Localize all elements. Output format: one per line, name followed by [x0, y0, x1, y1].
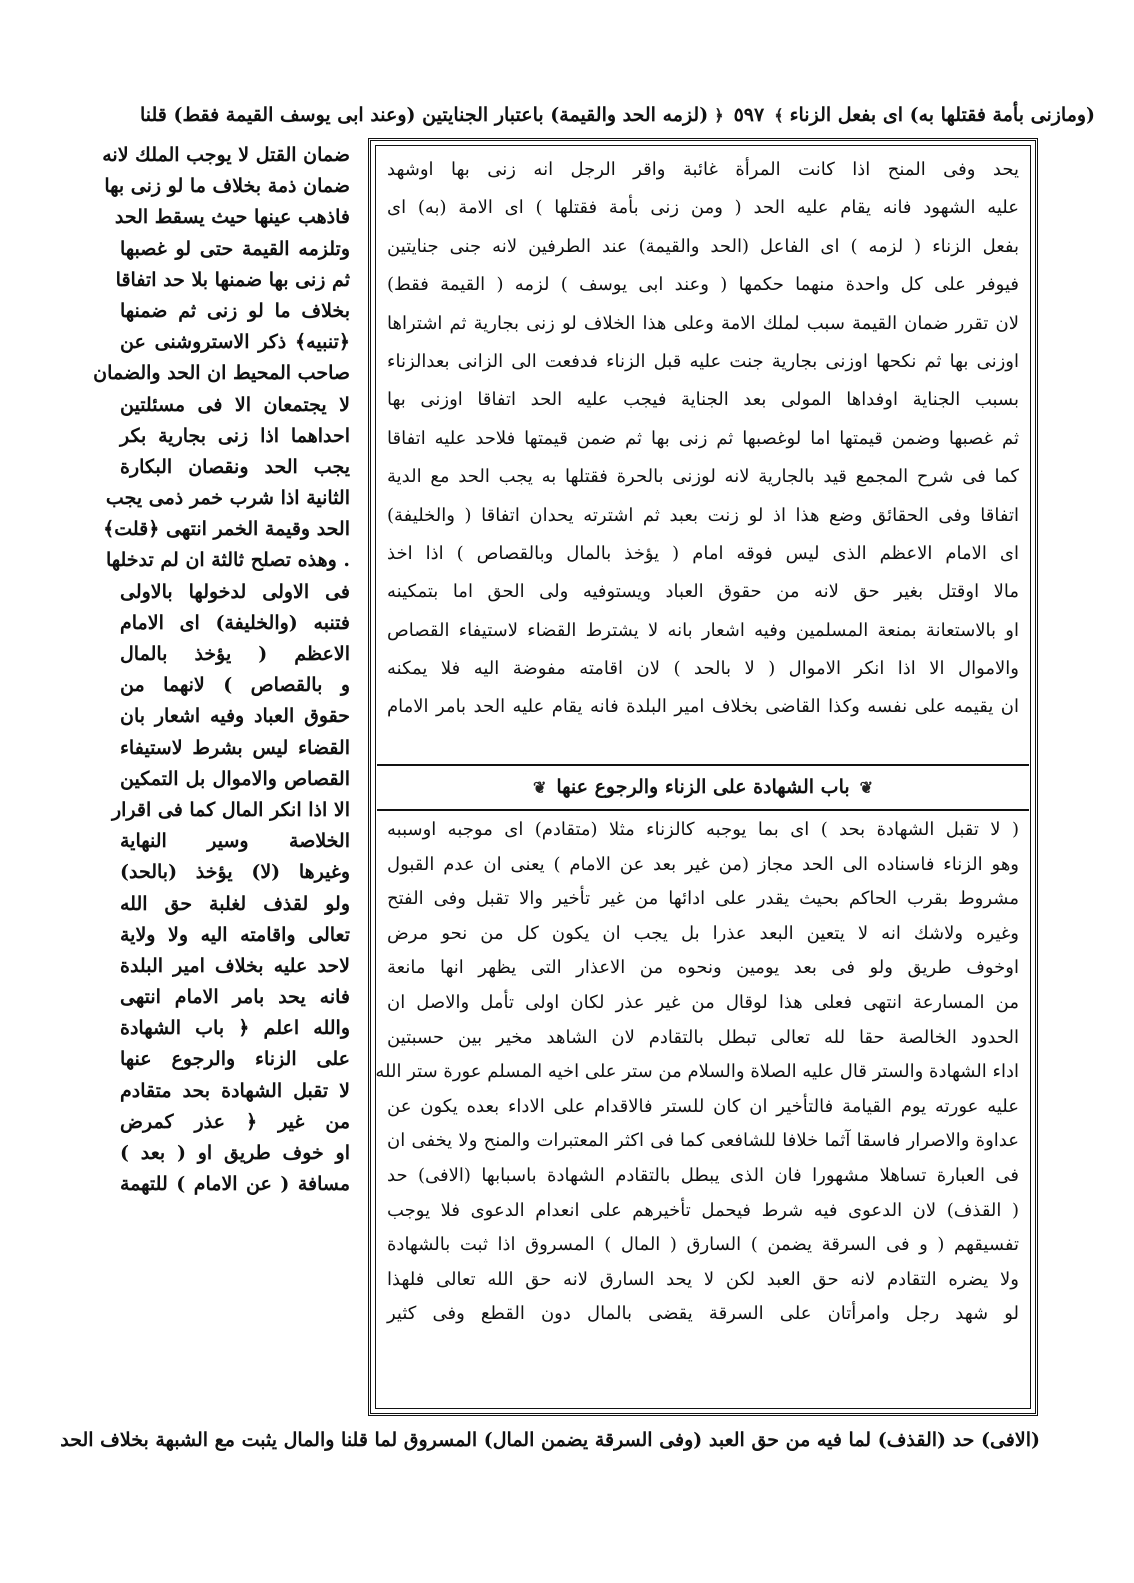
text-line: ( القذف) لان الدعوى فيه شرط فيحمل تأخيرهم على انعدام الدعوى فلا يوجب [387, 1199, 1019, 1221]
text-line: احداهما اذا زنى بجارية بكر [120, 424, 350, 447]
text-line: الاعظم ( يؤخذ بالمال [120, 643, 350, 665]
text-line: ضمان ذمة بخلاف ما لو زنى بها [104, 175, 350, 198]
text-line: فاذهب عينها حيث يسقط الحد [114, 206, 350, 229]
text-line: حقوق العباد وفيه اشعار بان [120, 705, 350, 728]
text-line: وغيرها (لا) يؤخذ (بالحد) [120, 861, 350, 884]
text-line: فيوفر على كل واحدة منهما حكمها ( وعند ابى يوسف ) لزمه ( القيمة فقط) [387, 274, 1019, 296]
text-line: وتلزمه القيمة حتى لو غصبها [120, 237, 350, 260]
text-line: لان تقرر ضمان القيمة سبب لملك الامة وعلى هذا الخلاف لو زنى بجارية ثم اشتراها [387, 312, 1019, 334]
text-line: ضمان القتل لا يوجب الملك لانه [102, 144, 350, 166]
main-lower-text [375, 813, 1019, 1332]
text-line: صاحب المحيط ان الحد والضمان [93, 362, 350, 385]
text-line: فتنبه (والخليفة) اى الامام [120, 611, 350, 634]
text-line: و بالقصاص ) لانهما من [120, 674, 350, 697]
main-upper-text [387, 151, 1019, 727]
text-line: اوخوف طريق ولو فى بعد يومين ونحوه من الاعذار التى يظهر انها مانعة [387, 957, 1019, 979]
text-line: اداء الشهادة والستر قال عليه الصلاة والسلام من ستر على اخيه المسلم عورة ستر الله [375, 1061, 1019, 1083]
text-line: عليه عورته يوم القيامة فالتأخير ان كان للستر فالاقدام على الاداء بعده يكون عن [387, 1095, 1019, 1117]
text-line: اتفاقا وفى الحقائق وضع هذا اذ لو زنت بعبد ثم اشترته يحدان اتفاقا ( والخليفة) [387, 504, 1019, 526]
text-line: وهو الزناء فاسناده الى الحد مجاز (من غير بعد عن الامام ) يعنى ان عدم القبول [387, 853, 1019, 875]
text-line: لو شهد رجل وامرأتان على السرقة يقضى بالمال دون القطع وفى كثير [387, 1303, 1019, 1325]
text-line: ان يقيمه على نفسه وكذا القاضى بخلاف امير البلدة فانه يقام عليه الحد بامر الامام [387, 696, 1019, 718]
section-title-text: باب الشهادة على الزناء والرجوع عنها [556, 776, 850, 798]
text-line: القضاء ليس بشرط لاستيفاء [120, 736, 350, 759]
main-text-frame [368, 138, 1038, 1416]
text-line: تفسيقهم ( و فى السرقة يضمن ) السارق ( المال ) المسروق اذا ثبت بالشهادة [387, 1234, 1019, 1256]
text-line: مسافة ( عن الامام ) للتهمة [120, 1173, 350, 1196]
text-line: الا اذا انكر المال كما فى اقرار [111, 798, 350, 821]
text-line: لا يجتمعان الا فى مسئلتين [120, 393, 350, 416]
text-line: يجب الحد ونقصان البكارة [120, 455, 350, 478]
text-line: ولا يضره التقادم لانه حق العبد لكن لا يحد السارق لانه حق الله تعالى فلهذا [387, 1268, 1019, 1290]
text-line: . وهذه تصلح ثالثة ان لم تدخلها [105, 549, 350, 572]
text-line: لاحد عليه بخلاف امير البلدة [120, 954, 350, 977]
text-line: الخلاصة وسير النهاية [120, 830, 350, 853]
running-header [120, 98, 1115, 132]
header-left-text: (لزمه الحد والقيمة) باعتبار الجنايتين (وعند ابى يوسف القيمة فقط) قلنا [139, 104, 709, 126]
text-line: الحدود الخالصة حقا لله تعالى تبطل بالتقادم لان الشاهد مخير بين حسبتين [387, 1026, 1019, 1048]
text-line: والاموال الا اذا انكر الاموال ( لا بالحد ) لان اقامته مفوضة اليه فلا يمكنه [387, 658, 1019, 680]
text-line: لا تقبل الشهادة بحد متقادم [120, 1079, 350, 1102]
text-line: من المسارعة انتهى فعلى هذا لوقال من غير عذر لكان اولى تأمل والاصل ان [387, 991, 1019, 1013]
section-divider [377, 809, 1029, 811]
text-line: اى الامام الاعظم الذى ليس فوقه امام ( يؤخذ بالمال وبالقصاص ) اذا اخذ [387, 542, 1019, 564]
ornament-left-icon: ﴾ [774, 105, 784, 125]
text-line: فانه يحد بامر الامام انتهى [120, 986, 350, 1009]
text-line: الحد وقيمة الخمر انتهى ﴿قلت﴾ [103, 518, 350, 541]
text-line: ولو لقذف لغلبة حق الله [120, 892, 350, 915]
text-line: والله اعلم ﴿ باب الشهادة [120, 1017, 350, 1040]
text-line: اوزنى بها ثم نكحها اوزنى بجارية جنت عليه قبل الزناء فدفعت الى الزانى بعدالزناء [387, 350, 1019, 372]
text-line: عليه الشهود فانه يقام عليه الحد ( ومن زنى بأمة فقتلها ) اى الامة (به) اى [387, 197, 1019, 219]
text-line: فى الاولى لدخولها بالاولى [120, 580, 350, 603]
heading-ornament-icon: ❦ [532, 777, 547, 797]
margin-commentary [93, 140, 350, 1425]
text-line: يحد وفى المنح اذا كانت المرأة غائبة واقر الرجل انه زنى بها اوشهد [387, 159, 1019, 180]
page-number: ٥٩٧ [733, 104, 765, 126]
text-line: فى العبارة تساهلا مشهورا فان الذى يبطل بالتقادم الشهادة باسبابها (الافى) حد [387, 1164, 1019, 1186]
text-line: بسبب الجناية اوفداها المولى بعد الجناية فيجب عليه الحد اتفاقا اوزنى بها [387, 389, 1019, 411]
text-line: ثم زنى بها ضمنها بلا حد اتفاقا [115, 268, 350, 291]
text-line: بفعل الزناء ( لزمه ) اى الفاعل (الحد والقيمة) عند الطرفين لانه جنى جنايتين [387, 235, 1019, 257]
text-line: او خوف طريق او ( بعد ) [120, 1142, 350, 1164]
text-line: عداوة والاصرار فاسقا آثما خلافا للشافعى كما فى اكثر المعتبرات والمنح ولا يخفى ان [387, 1130, 1019, 1152]
section-divider [377, 764, 1029, 766]
ornament-right-icon: ﴿ [714, 105, 724, 125]
text-line: بخلاف ما لو زنى ثم ضمنها [120, 299, 350, 322]
text-line: او بالاستعانة بمنعة المسلمين وفيه اشعار بانه لا يشترط القضاء لاستيفاء القصاص [387, 619, 1019, 641]
text-line: ﴿تنبيه﴾ ذكر الاستروشنى عن [120, 331, 350, 354]
text-line: كما فى شرح المجمع قيد بالجارية لانه لوزنى بالحرة فقتلها به يجب الحد مع الدية [387, 466, 1019, 488]
text-line: ثم غصبها وضمن قيمتها اما لوغصبها ثم زنى بها ثم ضمن قيمتها فلاحد عليه اتفاقا [387, 427, 1019, 449]
section-heading [377, 769, 1029, 805]
text-line: على الزناء والرجوع عنها [120, 1048, 350, 1071]
text-line: وغيره ولاشك انه لا يتعين البعد عذرا بل يجب ان يكون كل من نحو مرض [387, 922, 1019, 944]
text-line: ( لا تقبل الشهادة بحد ) اى بما يوجبه كالزناء مثلا (متقادم) اى موجبه اوسببه [387, 819, 1019, 840]
text-line: الثانية اذا شرب خمر ذمى يجب [105, 487, 350, 510]
text-line: تعالى واقامته اليه ولا ولاية [120, 923, 350, 946]
footer-text: (الافى) حد (القذف) لما فيه من حق العبد (وفى السرقة يضمن المال) المسروق لما قلنا والمال يثبت مع الشبهة بخلاف الحد [60, 1429, 1040, 1451]
text-line: مشروط بقرب الحاكم بحيث يقدر على ادائها من غير تأخير والا تقبل وفى الفتح [387, 888, 1019, 910]
header-right-text: (ومازنى بأمة فقتلها به) اى بفعل الزناء [789, 104, 1096, 126]
text-line: القصاص والاموال بل التمكين [120, 767, 350, 790]
text-line: من غير ﴿ عذر كمرض [120, 1110, 350, 1133]
text-line: مالا اوقتل بغير حق لانه من حقوق العباد ويستوفيه ولى الحق اما بتمكينه [387, 581, 1019, 603]
heading-ornament-icon: ❦ [859, 777, 874, 797]
